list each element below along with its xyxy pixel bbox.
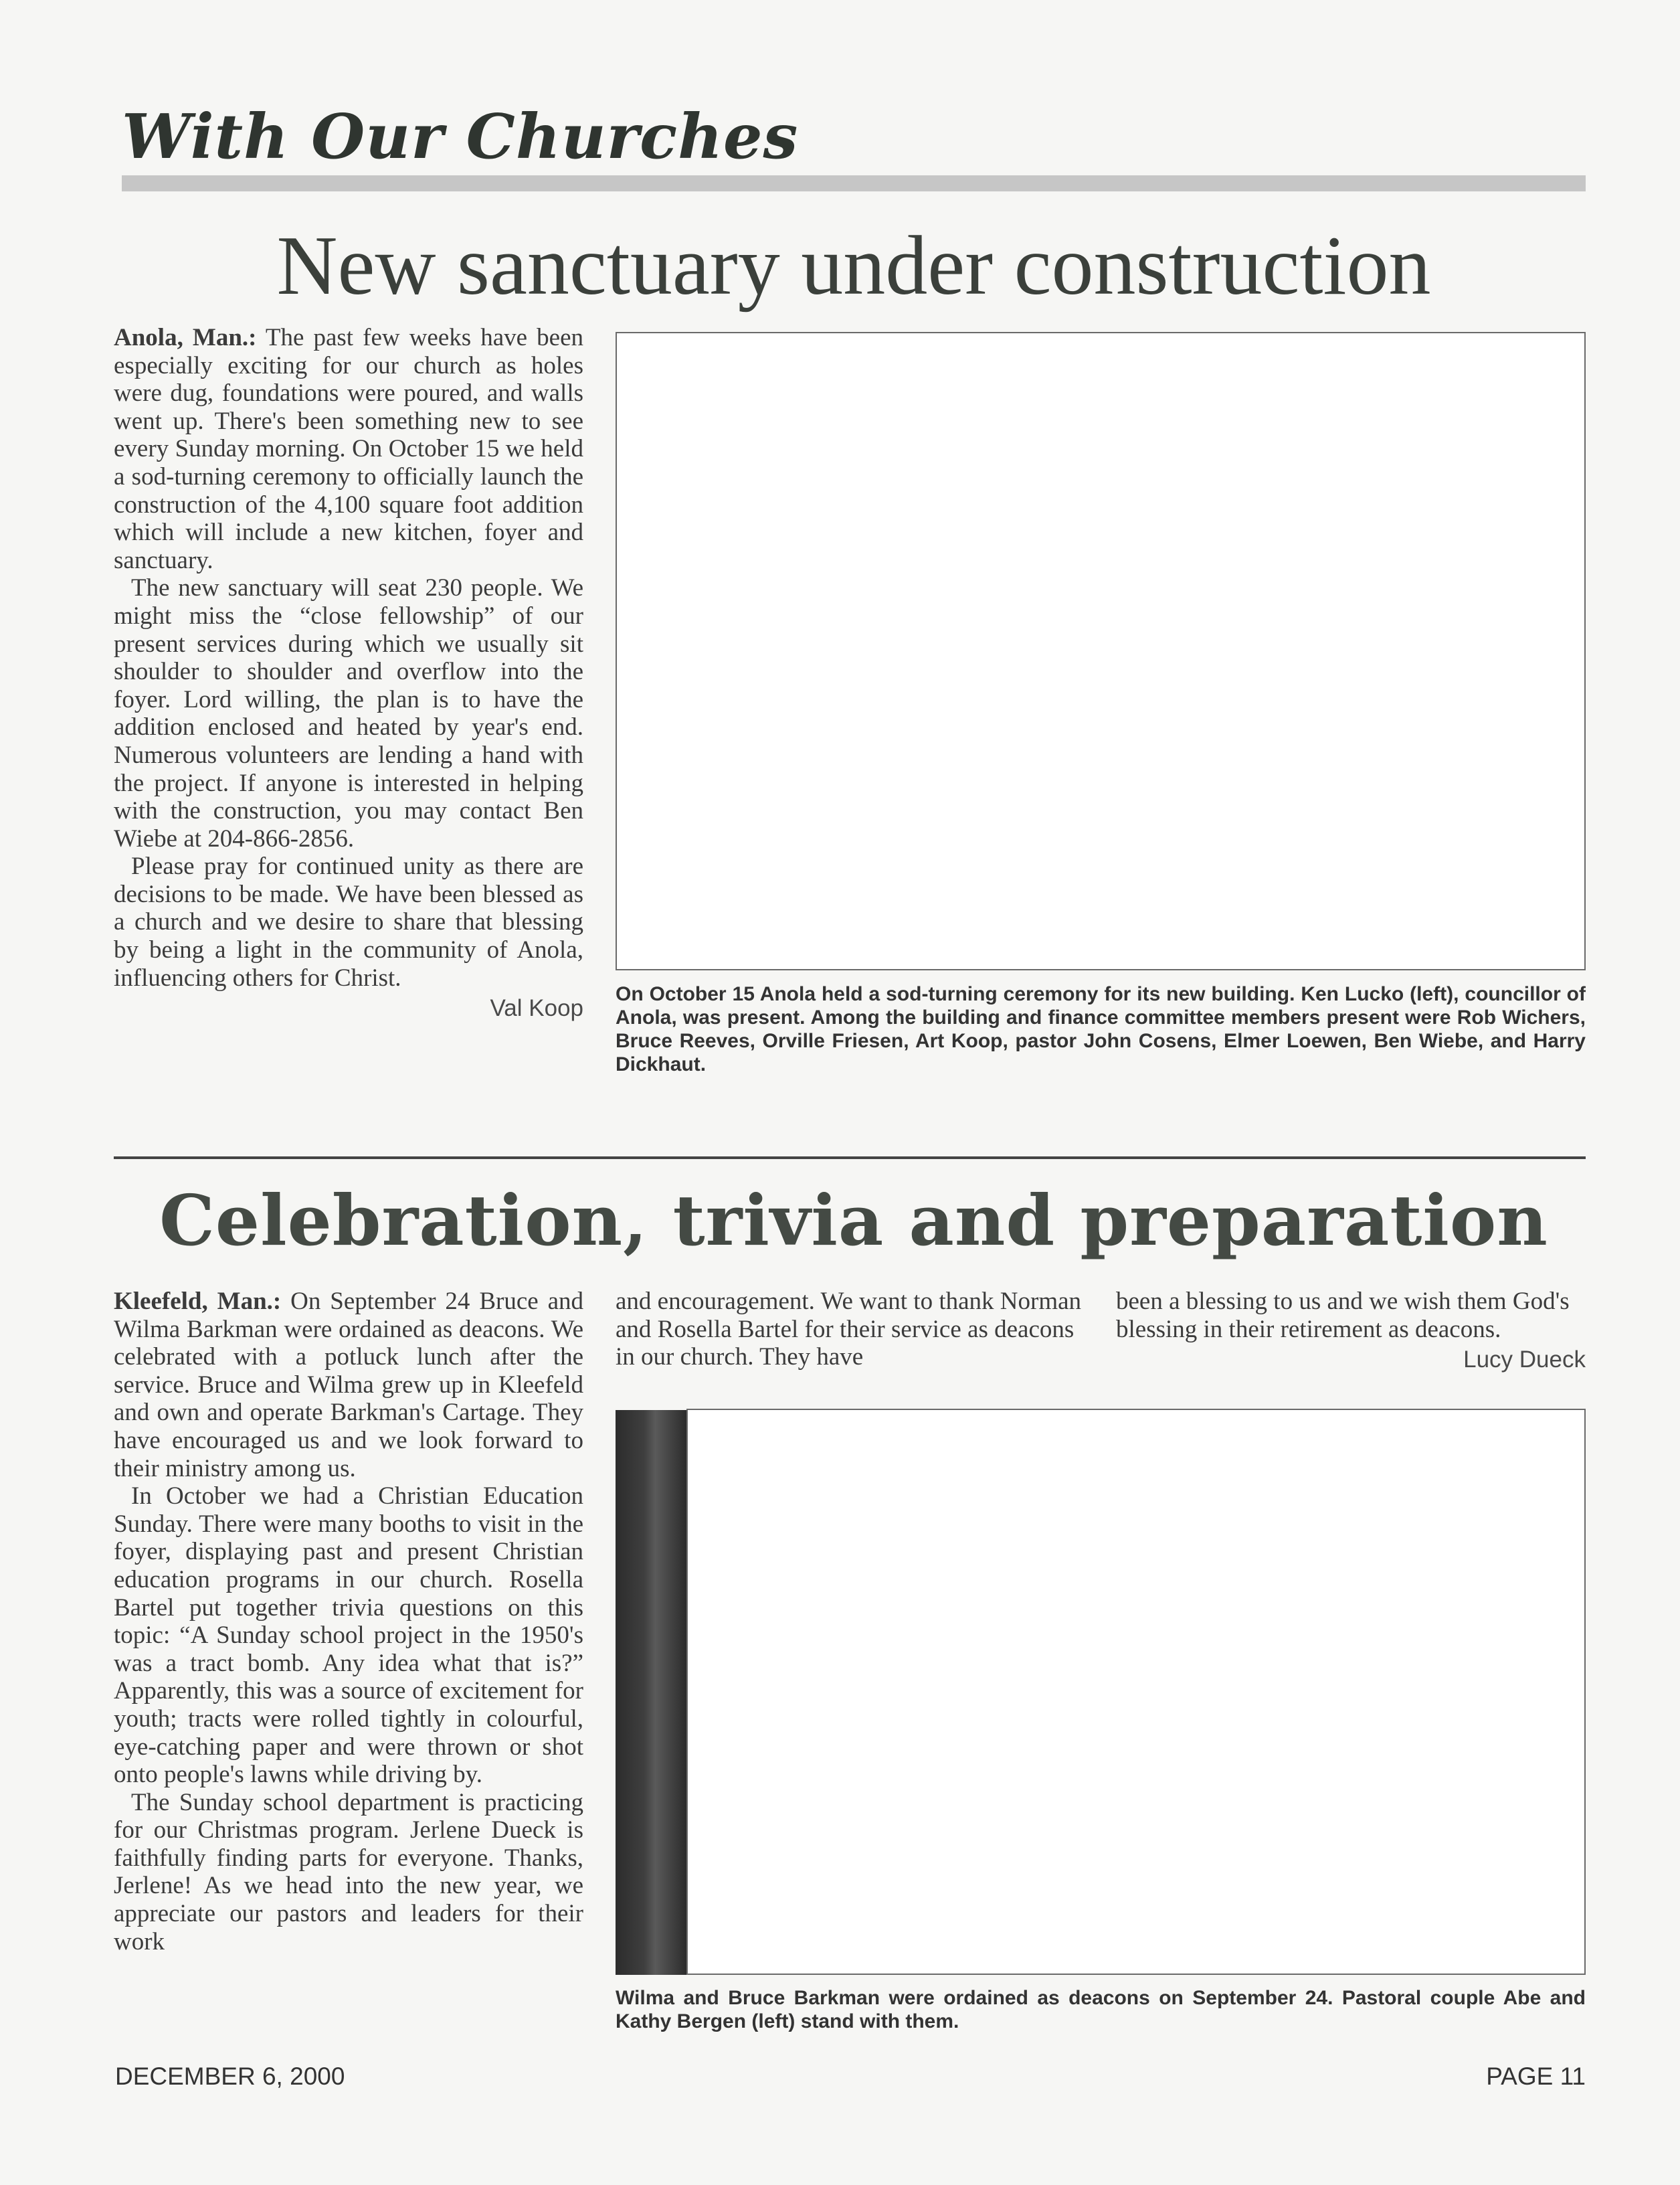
section-header: With Our Churches <box>122 100 799 173</box>
article1-paragraph-2: The new sanctuary will seat 230 people. We might miss the “close fellowship” of our present services during which we usually sit shoulder to shoulder and overflow into the foyer. Lord willing, the plan is to have the addition enclosed and heated by year's end. Numerous volunteers are lending a hand with the project. If anyone is interested in helping with the construction, you may contact Ben Wiebe at 204-866-2856. <box>114 574 583 853</box>
article1-photo <box>616 332 1586 970</box>
article2-byline: Lucy Dueck <box>1463 1346 1586 1373</box>
article2-paragraph-2: In October we had a Christian Education Sunday. There were many booths to visit in the foyer, displaying past and present Christian education programs in our church. Rosella Bartel put together trivia questions on this topic: “A Sunday school project in the 1950's was a tract bomb. Any idea what that is?” Apparently, this was a source of excitement for youth; tracts were rolled tightly in colourful, eye-catching paper and were thrown or shot onto people's lawns while driving by. <box>114 1482 583 1789</box>
footer-page-number: PAGE 11 <box>1486 2063 1586 2090</box>
article2-paragraph-3-end: been a blessing to us and we wish them God's blessing in their retirement as deacons. <box>1116 1288 1570 1343</box>
article1-dateline: Anola, Man.: <box>114 324 257 351</box>
article2-column-2 <box>616 1288 1084 1371</box>
article-divider <box>114 1156 1586 1159</box>
article2-paragraph-1 <box>114 1288 583 1482</box>
article2-photo-edge <box>616 1410 688 1975</box>
article1-caption: On October 15 Anola held a sod-turning ceremony for its new building. Ken Lucko (left), councillor of Anola, was present. Among the building and finance committee members present were Rob Wichers, Bruce Reeves, Orville Friesen, Art Koop, pastor John Cosens, Elmer Loewen, Ben Wiebe, and Harry Dickhaut. <box>616 983 1586 1075</box>
article1-body <box>114 324 583 1023</box>
article2-photo <box>686 1409 1586 1975</box>
article2-headline: Celebration, trivia and preparation <box>159 1179 1548 1261</box>
article2-caption: Wilma and Bruce Barkman were ordained as deacons on September 24. Pastoral couple Abe and Kathy Bergen (left) stand with them. <box>616 1987 1586 2032</box>
article1-paragraph-1 <box>114 324 583 574</box>
article2-column-1 <box>114 1288 583 1955</box>
section-header-rule <box>122 175 1586 191</box>
article2-paragraph-3-cont: and encouragement. We want to thank Norman and Rosella Bartel for their service as deacons in our church. They have <box>616 1288 1082 1371</box>
article1-p1-text: The past few weeks have been especially exciting for our church as holes were dug, foundations were poured, and walls went up. There's been something new to see every Sunday morning. On October 15 we held a sod-turning ceremony to officially launch the construction of the 4,100 square foot addition which will include a new kitchen, foyer and sanctuary. <box>114 324 583 574</box>
article2-column-3 <box>1116 1288 1586 1374</box>
article2-paragraph-3: The Sunday school department is practicing for our Christmas program. Jerlene Dueck is faithfully finding parts for everyone. Thanks, Jerlene! As we head into the new year, we appreciate our pastors and leaders for their work <box>114 1788 583 1955</box>
article1-byline: Val Koop <box>490 995 583 1022</box>
article1-paragraph-3: Please pray for continued unity as there are decisions to be made. We have been blessed as a church and we desire to share that blessing by being a light in the community of Anola, influencing others for Christ. <box>114 853 583 992</box>
article1-headline: New sanctuary under construction <box>276 220 1431 313</box>
article2-dateline: Kleefeld, Man.: <box>114 1288 282 1315</box>
footer-date: DECEMBER 6, 2000 <box>115 2063 345 2090</box>
article2-p1-text: On September 24 Bruce and Wilma Barkman were ordained as deacons. We celebrated with a potluck lunch after the service. Bruce and Wilma grew up in Kleefeld and own and operate Barkman's Cartage. They have encouraged us and we look forward to their ministry among us. <box>114 1288 584 1482</box>
